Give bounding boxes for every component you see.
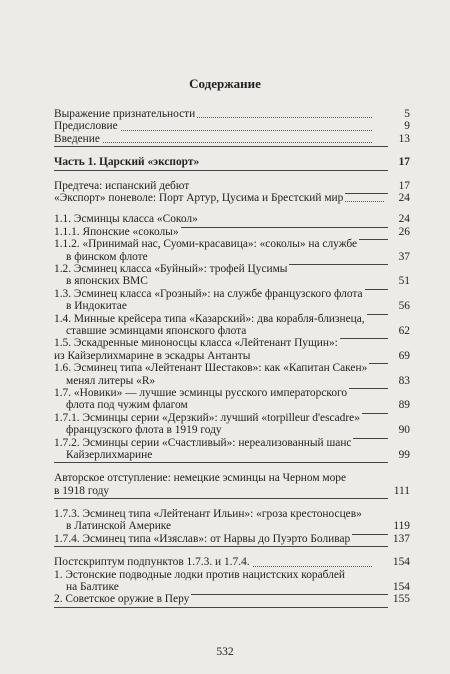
section-divider xyxy=(54,607,388,608)
toc-page-number: 119 xyxy=(393,520,410,533)
toc-page-number: 9 xyxy=(404,120,410,133)
toc-entry-estonian-submarines[interactable]: 1. Эстонские подводные лодки против нацистских кораблей на Балтике 154 xyxy=(54,569,410,594)
toc-entry-1-7[interactable]: 1.7. «Новики» — лучшие эсминцы русского императорского флота под чужим флагом 89 xyxy=(54,387,410,412)
toc-entry-1-4[interactable]: 1.4. Минные крейсера типа «Казарский»: два корабля-близнеца, ставшие эсминцами японского флота 62 xyxy=(54,313,410,338)
toc-entry-1-1[interactable]: 1.1. Эсминцы класса «Сокол» 24 xyxy=(54,213,410,225)
toc-page-number: 26 xyxy=(398,225,410,238)
toc-entry-1-6[interactable]: 1.6. Эсминец типа «Лейтенант Шестаков»: как «Капитан Сакен» менял литеры «R» 83 xyxy=(54,362,410,387)
toc-entry-1-5[interactable]: 1.5. Эскадренные миноносцы класса «Лейтенант Пущин»: из Кайзерлихмарине в эскадры Антанты 69 xyxy=(54,337,410,362)
toc-page-number: 154 xyxy=(392,581,410,594)
toc-entry-author-digression[interactable]: Авторское отступление: немецкие эсминцы на Черном море в 1918 году 111 xyxy=(54,472,410,497)
toc-entry-part-1[interactable]: Часть 1. Царский «экспорт» 17 xyxy=(54,156,410,168)
toc-page-number: 99 xyxy=(398,448,410,461)
toc-page-number: 51 xyxy=(398,275,410,288)
toc-page-number: 89 xyxy=(398,399,410,412)
toc-entry-forced-export[interactable]: «Экспорт» поневоле: Порт Артур, Цусима и Брестский мир 24 xyxy=(54,191,410,204)
toc-entry-1-7-1[interactable]: 1.7.1. Эсминцы серии «Дерзкий»: лучший «torpilleur d'escadre» французского флота в 1919 году 90 xyxy=(54,412,410,437)
toc-entry-spanish-debut[interactable]: Предтеча: испанский дебют 17 xyxy=(54,180,410,192)
section-divider xyxy=(54,462,388,463)
toc-entry-acknowledgements[interactable]: Выражение признательности 5 xyxy=(54,107,410,120)
toc-page-number: 56 xyxy=(398,300,410,313)
toc-page-number: 24 xyxy=(398,191,410,204)
toc-entry-1-1-2[interactable]: 1.1.2. «Принимай нас, Суоми-красавица»: «соколы» на службе в финском флоте 37 xyxy=(54,238,410,263)
section-divider xyxy=(54,170,388,171)
toc-entry-1-2[interactable]: 1.2. Эсминец класса «Буйный»: трофей Цусимы в японских ВМС 51 xyxy=(54,263,410,288)
toc-page-number: 5 xyxy=(404,107,410,120)
toc-page-number: 24 xyxy=(398,213,410,226)
toc-entry-1-7-4[interactable]: 1.7.4. Эсминец типа «Изяслав»: от Нарвы до Пуэрто Боливар 137 xyxy=(54,533,410,545)
toc-entry-preface[interactable]: Предисловие 9 xyxy=(54,120,410,133)
toc-page-number: 111 xyxy=(393,484,410,497)
toc-page-number: 37 xyxy=(398,250,410,263)
toc-page-number: 155 xyxy=(392,593,410,606)
toc-entry-1-7-3[interactable]: 1.7.3. Эсминец типа «Лейтенант Ильин»: «гроза крестоносцев» в Латинской Америке 119 xyxy=(54,508,410,533)
toc-entry-1-3[interactable]: 1.3. Эсминец класса «Грозный»: на службе французского флота в Индокитае 56 xyxy=(54,288,410,313)
toc-entry-1-7-2[interactable]: 1.7.2. Эсминцы серии «Счастливый»: нереализованный шанс Кайзерлихмарине 99 xyxy=(54,437,410,462)
toc-page-number: 154 xyxy=(392,556,410,569)
toc-page-number: 17 xyxy=(398,156,410,169)
toc-page-number: 69 xyxy=(398,349,410,362)
toc-page-number: 62 xyxy=(398,324,410,337)
section-divider xyxy=(54,498,388,499)
toc-entry-soviet-weapons-peru[interactable]: 2. Советское оружие в Перу 155 xyxy=(54,593,410,605)
toc-page-number: 90 xyxy=(398,424,410,437)
toc-page-number: 83 xyxy=(398,374,410,387)
page-number: 532 xyxy=(216,646,234,658)
toc-page-number: 137 xyxy=(392,532,410,545)
toc-entry-1-1-1[interactable]: 1.1.1. Японские «соколы» 26 xyxy=(54,226,410,238)
toc-page-number: 13 xyxy=(398,132,410,145)
toc-entry-postscript[interactable]: Постскриптум подпунктов 1.7.3. и 1.7.4. 154 xyxy=(54,556,410,569)
section-divider xyxy=(54,146,388,147)
section-divider xyxy=(54,546,388,547)
contents-title: Содержание xyxy=(189,76,261,91)
toc-page-number: 17 xyxy=(398,179,410,192)
table-of-contents xyxy=(54,108,410,606)
toc-entry-introduction[interactable]: Введение 13 xyxy=(54,133,410,145)
